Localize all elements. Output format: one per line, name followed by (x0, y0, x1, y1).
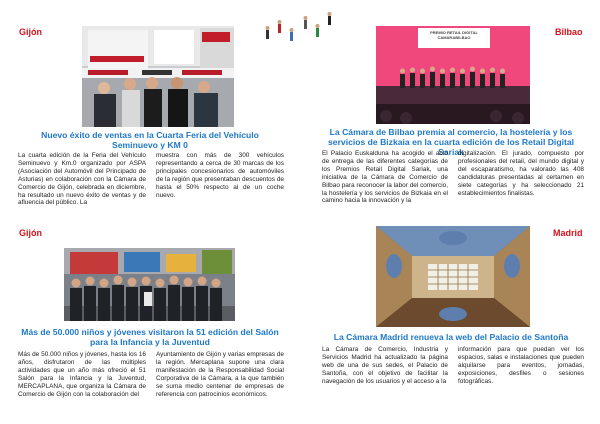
car-fair-illustration (82, 26, 234, 127)
mercaplana-illustration (64, 248, 235, 321)
body-car-fair-col1: La cuarta edición de la Feria del Vehículo Seminuevo y Km.0 organizado por ASPA (Asociación del Automóvil del Principado de Asturias) en colaboración con la Cámara de Comercio de Gijón, celebrada en diciembre, ha resultado un nuevo éxito de ventas y de afluencia del público. La (18, 152, 146, 207)
body-palacio-santona-col2: información para que puedan ver los espacios, salas e instalaciones que pueden alquilarse para eventos, jornadas, exposiciones, desfiles o sesiones fotográficas. (458, 346, 584, 385)
city-label-madrid: Madrid (553, 228, 583, 238)
headline-retail-awards: La Cámara de Bilbao premia al comercio, la hostelería y los servicios de Bizkaia en la cuarta edición de los Retail Digital Sariak (328, 127, 574, 157)
body-retail-awards-col2: digitalización. El jurado, compuesto por profesionales del retail, del mundo digital y del escaparatismo, ha valorado las 408 candidaturas presentadas al certamen en siete categorías y ha seleccionado 21 establecimientos finalistas. (458, 150, 584, 197)
headline-palacio-santona: La Cámara Madrid renueva la web del Palacio de Santoña (333, 332, 569, 342)
photo-mercaplana (64, 248, 235, 321)
body-mercaplana (18, 351, 284, 415)
city-label-gijon-2: Gijón (19, 228, 42, 238)
body-car-fair (18, 152, 284, 210)
city-label-gijon-1: Gijón (19, 27, 42, 37)
body-palacio-santona-col1: La Cámara de Comercio, Industria y Servicios Madrid ha actualizado la página web de una de sus sedes, el Palacio de Santoña, con el objetivo de facilitar la navegación de los usuarios y el acceso a la (322, 346, 448, 385)
right-page (300, 0, 600, 424)
retail-awards-illustration (376, 26, 530, 124)
body-mercaplana-col1: Más de 50.000 niños y jóvenes, hasta los 16 años, disfrutaron de las múltiples actividades que un año más ofreció el 51 Salón para la Infancia y la Juventud, MERCAPLANA, que organiza la Cámara de Comercio de Gijón con la colaboración del (18, 351, 146, 398)
headline-mercaplana: Más de 50.000 niños y jóvenes visitaron la 51 edición del Salón para la Infancia y la Juventud (21, 327, 279, 347)
body-mercaplana-col2: Ayuntamiento de Gijón y varias empresas de la región. Mercaplana supone una clara manifestación de la Responsabilidad Social Corporativa de la Cámara, a la que también se suma medio centenar de empresas de referencia con patrocinios económicos. (156, 351, 284, 398)
city-label-bilbao: Bilbao (555, 27, 583, 37)
photo-palacio-santona (376, 226, 530, 327)
body-car-fair-col2: muestra con más de 300 vehículos representando a cerca de 30 marcas de los principales concesionarios de automóviles de la región que presentaban descuentos de hasta el 50% respecto al de un coche nuevo. (156, 152, 284, 199)
palacio-santona-illustration (376, 226, 530, 327)
body-palacio-santona (322, 346, 584, 402)
headline-car-fair: Nuevo éxito de ventas en la Cuarta Feria del Vehículo Seminuevo y KM 0 (41, 130, 259, 150)
figurines-decoration (260, 10, 340, 42)
body-retail-awards-col1: El Palacio Euskalduna ha acogido el acto de entrega de las diferentes categorías de los Premios Retail Digital Sariak, una iniciativa de la Cámara de Comercio de Bilbao para reconocer la labor del comercio, la hostelería y los servicios de Bizkaia en el camino hacia la innovación y la (322, 150, 448, 205)
photo-car-fair (82, 26, 234, 127)
banner-retail-digital: PREMIO RETAIL DIGITAL CAMARABILBAO (430, 30, 478, 40)
photo-retail-awards (376, 26, 530, 124)
body-retail-awards (322, 150, 584, 214)
